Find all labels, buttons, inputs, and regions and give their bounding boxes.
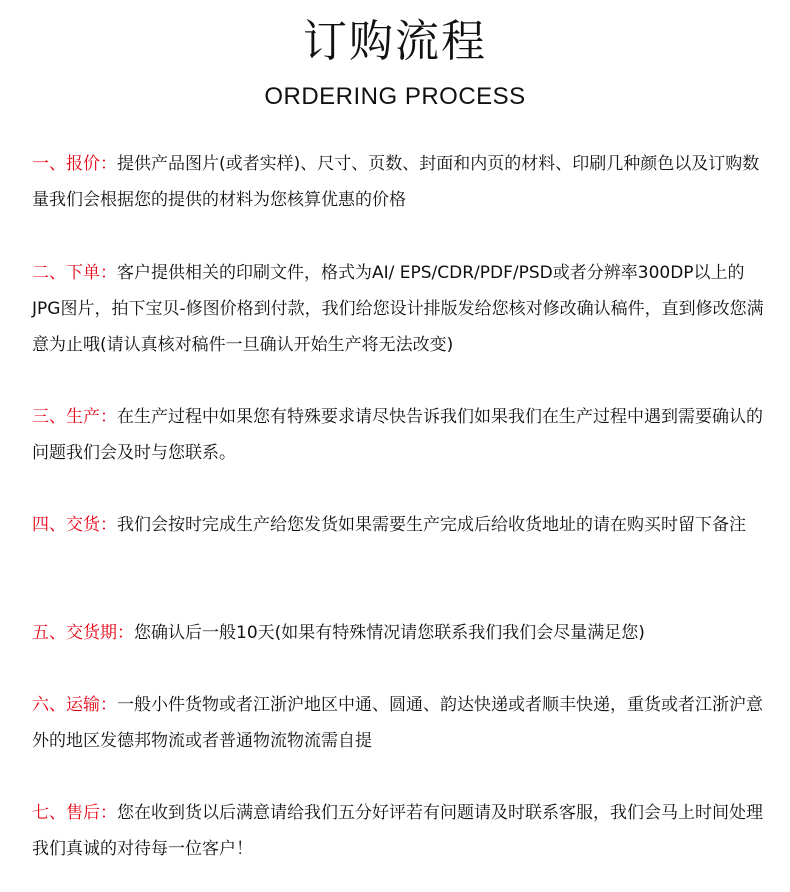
- section-delivery: [32, 507, 772, 543]
- section-label: 二、下单：: [32, 263, 117, 283]
- section-label: 五、交货期：: [32, 623, 134, 643]
- section-text: 客户提供相关的印刷文件，格式为AI/ EPS/CDR/PDF/PSD或者分辨率300DP以上的JPG图片，拍下宝贝-修图价格到付款，我们给您设计排版发给您核对修改确认稿件，直到修改您满意为止哦(请认真核对稿件一旦确认开始生产将无法改变): [32, 263, 764, 355]
- section-shipping: [32, 687, 772, 759]
- section-text: 提供产品图片(或者实样)、尺寸、页数、封面和内页的材料、印刷几种颜色以及订购数量我们会根据您的提供的材料为您核算优惠的价格: [32, 154, 760, 210]
- section-text: 在生产过程中如果您有特殊要求请尽快告诉我们如果我们在生产过程中遇到需要确认的问题我们会及时与您联系。: [32, 407, 763, 463]
- page-subtitle: ORDERING PROCESS: [264, 83, 526, 110]
- section-label: 七、售后：: [32, 803, 117, 823]
- section-quote: [32, 146, 772, 218]
- section-order: [32, 255, 772, 363]
- section-text: 您确认后一般10天(如果有特殊情况请您联系我们我们会尽量满足您): [134, 623, 645, 643]
- section-text: 一般小件货物或者江浙沪地区中通、圆通、韵达快递或者顺丰快递，重货或者江浙沪意外的地区发德邦物流或者普通物流物流需自提: [32, 695, 763, 751]
- page-title: 订购流程: [303, 16, 487, 67]
- section-label: 四、交货：: [32, 515, 117, 535]
- section-label: 六、运输：: [32, 695, 117, 715]
- section-text: 我们会按时完成生产给您发货如果需要生产完成后给收货地址的请在购买时留下备注: [117, 515, 746, 535]
- section-label: 一、报价：: [32, 154, 117, 174]
- section-label: 三、生产：: [32, 407, 117, 427]
- section-production: [32, 399, 772, 471]
- section-lead-time: [32, 615, 772, 651]
- section-after-sales: [32, 795, 772, 867]
- section-text: 您在收到货以后满意请给我们五分好评若有问题请及时联系客服，我们会马上时间处理我们真诚的对待每一位客户！: [32, 803, 763, 859]
